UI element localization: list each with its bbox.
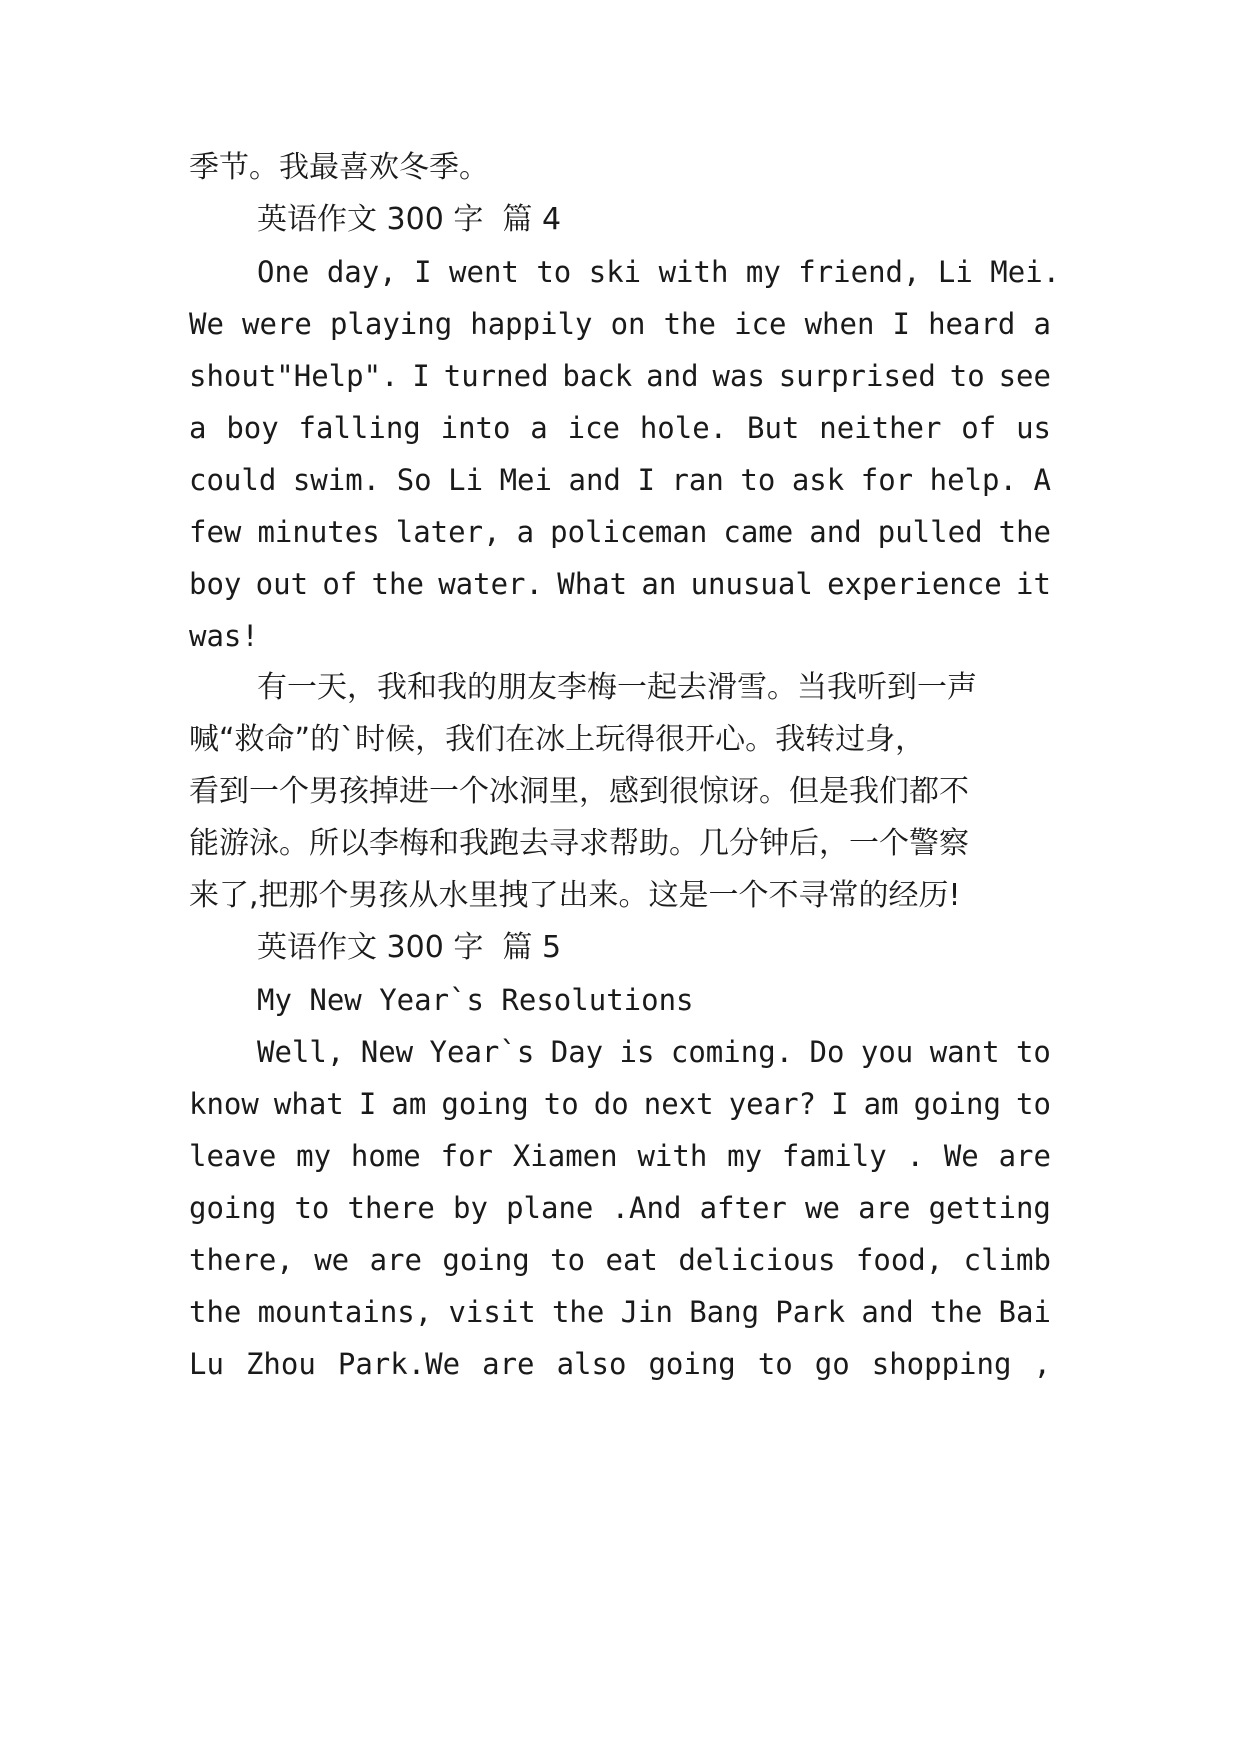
paragraph-line: 季节。我最喜欢冬季。 [189, 150, 489, 185]
word: boy [226, 411, 279, 445]
word: So [396, 463, 432, 497]
paragraph-line [189, 1292, 1051, 1332]
word: Do [809, 1035, 845, 1069]
word: Bai [998, 1295, 1051, 1329]
word: and [809, 515, 862, 549]
word: also [556, 1347, 627, 1381]
word: Park [775, 1295, 846, 1329]
word: my [727, 1139, 763, 1173]
word: the [551, 1295, 605, 1329]
word: shout"Help". [189, 359, 399, 393]
word: I [831, 1087, 849, 1121]
word: to [294, 1191, 330, 1225]
word: are [482, 1347, 535, 1381]
word: Park.We [337, 1347, 461, 1381]
word: back [562, 359, 633, 393]
word: it [1015, 567, 1051, 601]
word: by [453, 1191, 488, 1225]
word: want [929, 1035, 1000, 1069]
paragraph-line [189, 356, 1051, 396]
word: was [712, 359, 765, 393]
word: We [943, 1139, 979, 1173]
word: going [189, 1191, 277, 1225]
word: boy [189, 567, 242, 601]
word: going [913, 1087, 1001, 1121]
word: playing [329, 307, 453, 341]
word: are [369, 1243, 422, 1277]
word: policeman [550, 515, 708, 549]
word: could [189, 463, 277, 497]
word: of [961, 411, 997, 445]
word: Lu [189, 1347, 224, 1381]
word: ask [791, 463, 845, 497]
word: the [663, 307, 716, 341]
word: surprised [778, 359, 936, 393]
word: out [255, 567, 309, 601]
word: and [646, 359, 699, 393]
word: ran [671, 463, 724, 497]
word: am [391, 1087, 427, 1121]
word: going [648, 1347, 736, 1381]
word: when [804, 307, 875, 341]
word: turned [443, 359, 549, 393]
paragraph-line: was! [189, 619, 259, 653]
word: delicious [678, 1243, 836, 1277]
word: are [998, 1139, 1051, 1173]
paragraph-line [189, 1136, 1051, 1176]
word: plane [506, 1191, 594, 1225]
word: am [863, 1087, 899, 1121]
word: going [442, 1243, 530, 1277]
word: Xiamen [512, 1139, 618, 1173]
word: leave [189, 1139, 277, 1173]
section-heading-5: 英语作文 300 字 篇 5 [257, 930, 562, 965]
word: Jin [620, 1295, 673, 1329]
word: Li [448, 463, 484, 497]
word: to [757, 1347, 793, 1381]
word: do [593, 1087, 629, 1121]
word: few [189, 515, 242, 549]
word: Day [550, 1035, 604, 1069]
word: , [1033, 1347, 1051, 1381]
word: there, [189, 1243, 294, 1277]
word: I [412, 359, 430, 393]
word: I [358, 1087, 377, 1121]
word: experience [827, 567, 1002, 601]
word: know [189, 1087, 259, 1121]
word: neither [819, 411, 942, 445]
word: the [998, 515, 1051, 549]
word: climb [963, 1243, 1051, 1277]
word: help. [929, 463, 1017, 497]
word: happily [470, 307, 593, 341]
paragraph-line: 看到一个男孩掉进一个冰洞里，感到很惊讶。但是我们都不 [189, 774, 969, 809]
paragraph-line [189, 1188, 1051, 1228]
word: to [543, 1087, 579, 1121]
word: the [929, 1295, 983, 1329]
word: getting [928, 1191, 1051, 1225]
word: heard [928, 307, 1016, 341]
section-heading-4: 英语作文 300 字 篇 4 [257, 202, 562, 237]
word: family [781, 1139, 887, 1173]
word: after [699, 1191, 787, 1225]
word: shopping [871, 1347, 1012, 1381]
paragraph-line [189, 1084, 1051, 1124]
word: I [892, 307, 910, 341]
word: an [641, 567, 677, 601]
word: But [747, 411, 800, 445]
word: I [637, 463, 655, 497]
word: minutes [257, 515, 380, 549]
word: going [441, 1087, 529, 1121]
word: to [740, 463, 776, 497]
word: is [619, 1035, 655, 1069]
word: for [860, 463, 914, 497]
word: What [557, 567, 628, 601]
word: for [440, 1139, 493, 1173]
word: Zhou [245, 1347, 316, 1381]
word: swim. [292, 463, 381, 497]
word: to [550, 1243, 586, 1277]
paragraph-line [189, 408, 1051, 448]
paragraph-line [189, 460, 1051, 500]
word: the [371, 567, 424, 601]
word: we [805, 1191, 840, 1225]
word: ice [734, 307, 787, 341]
word: to [949, 359, 985, 393]
word: on [610, 307, 646, 341]
word: ice [567, 411, 620, 445]
paragraph-line [189, 512, 1051, 552]
word: Bang [689, 1295, 760, 1329]
word: to [1015, 1035, 1051, 1069]
word: year? [728, 1087, 817, 1121]
paragraph-line: 来了,把那个男孩从水里拽了出来。这是一个不寻常的经历! [189, 878, 961, 913]
word: us [1016, 411, 1051, 445]
word: .And [611, 1191, 682, 1225]
word: eat [605, 1243, 658, 1277]
word: later, [395, 515, 501, 549]
essay-title: My New Year`s Resolutions [257, 983, 694, 1017]
word: a [516, 515, 535, 549]
word: what [273, 1087, 344, 1121]
word: a [189, 411, 207, 445]
word: with [637, 1139, 708, 1173]
word: of [322, 567, 358, 601]
word: we [314, 1243, 350, 1277]
paragraph-line [189, 1344, 1051, 1384]
word: mountains, [257, 1295, 433, 1329]
word: a [530, 411, 548, 445]
word: water. [438, 567, 543, 601]
word: came [723, 515, 794, 549]
word: A [1033, 463, 1051, 497]
word: Mei [499, 463, 552, 497]
word: visit [448, 1295, 536, 1329]
word: next [643, 1087, 714, 1121]
word: New [360, 1035, 414, 1069]
word: pulled [877, 515, 983, 549]
word: into [440, 411, 511, 445]
word: my [296, 1139, 332, 1173]
word: are [858, 1191, 911, 1225]
word: a [1033, 307, 1051, 341]
paragraph-line [189, 304, 1051, 344]
paragraph-line: 有一天，我和我的朋友李梅一起去滑雪。当我听到一声 [257, 670, 977, 705]
paragraph-line: One day, I went to ski with my friend, Li Mei. [257, 255, 1061, 289]
word: falling [298, 411, 421, 445]
word: and [568, 463, 621, 497]
word: coming. [670, 1035, 794, 1069]
word: and [861, 1295, 914, 1329]
word: We [189, 307, 224, 341]
word: you [860, 1035, 914, 1069]
paragraph-line [189, 564, 1051, 604]
word: to [1016, 1087, 1051, 1121]
word: unusual [690, 567, 813, 601]
word: . [906, 1139, 924, 1173]
word: hole. [639, 411, 728, 445]
word: home [350, 1139, 421, 1173]
word: see [998, 359, 1051, 393]
word: there [347, 1191, 435, 1225]
paragraph-line [257, 1032, 1051, 1072]
word: Year`s [429, 1035, 535, 1069]
word: the [189, 1295, 242, 1329]
word: go [814, 1347, 850, 1381]
paragraph-line [189, 1240, 1051, 1280]
paragraph-line: 能游泳。所以李梅和我跑去寻求帮助。几分钟后，一个警察 [189, 826, 969, 861]
word: food, [855, 1243, 944, 1277]
word: Well, [257, 1035, 345, 1069]
word: were [242, 307, 312, 341]
paragraph-line: 喊“救命”的`时候，我们在冰上玩得很开心。我转过身， [189, 722, 926, 757]
